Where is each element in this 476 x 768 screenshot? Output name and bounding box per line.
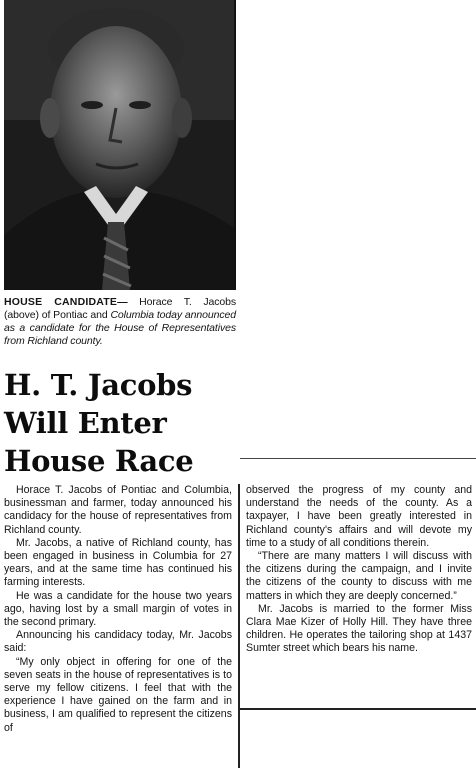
article-column-left: [4, 484, 232, 735]
article-headline: [4, 366, 236, 480]
article-paragraph: observed the progress of my county and understand the needs of the county. As a taxpayer, I have been greatly interested in Richland county's affairs and will devote my time to a study of all conditions therein.: [246, 484, 472, 549]
column-divider: [238, 484, 240, 768]
article-paragraph: “My only object in offering for one of the seven seats in the house of representatives is to serve my fellow citizens. I feel that with the experience I have gained on the farm and in business, I am qualified to represent the citizens of: [4, 655, 232, 734]
headline-line-1: H. T. Jacobs: [4, 368, 193, 402]
photo-caption: [4, 296, 236, 348]
article-end-rule: [240, 708, 476, 710]
article-paragraph: Mr. Jacobs, a native of Richland county, has been engaged in business in Columbia for 27 years, and at the same time has continued his farming interests.: [4, 536, 232, 589]
caption-lead: HOUSE CANDIDATE: [4, 296, 118, 308]
headline-line-3: House Race: [4, 444, 194, 478]
caption-dash: —: [117, 296, 128, 308]
caption-body-part2: Columbia today announced as a candidate for the House of Representatives from Richland county.: [4, 309, 236, 347]
article-paragraph: Mr. Jacobs is married to the former Miss Clara Mae Kizer of Holly Hill. They have three children. He operates the tailoring shop at 1437 Sumter street which bears his name.: [246, 602, 472, 655]
article-paragraph: He was a candidate for the house two years ago, having lost by a small margin of votes in the second primary.: [4, 589, 232, 629]
headline-line-2: Will Enter: [4, 406, 167, 440]
candidate-portrait-photo: [4, 0, 236, 290]
article-column-right: [246, 484, 472, 656]
article-paragraph: Announcing his candidacy today, Mr. Jacobs said:: [4, 629, 232, 655]
column-top-rule: [240, 458, 476, 459]
article-paragraph: Horace T. Jacobs of Pontiac and Columbia, businessman and farmer, today announced his candidacy for the house of representatives from Richland county.: [4, 484, 232, 536]
caption-body-part1: Horace T. Jacobs (above) of Pontiac and: [4, 296, 236, 321]
article-paragraph: “There are many matters I will discuss with the citizens during the campaign, and I invite the citizens of the county to discuss with me matters in which they are deeply concerned.”: [246, 550, 472, 602]
portrait-illustration: [4, 0, 234, 290]
